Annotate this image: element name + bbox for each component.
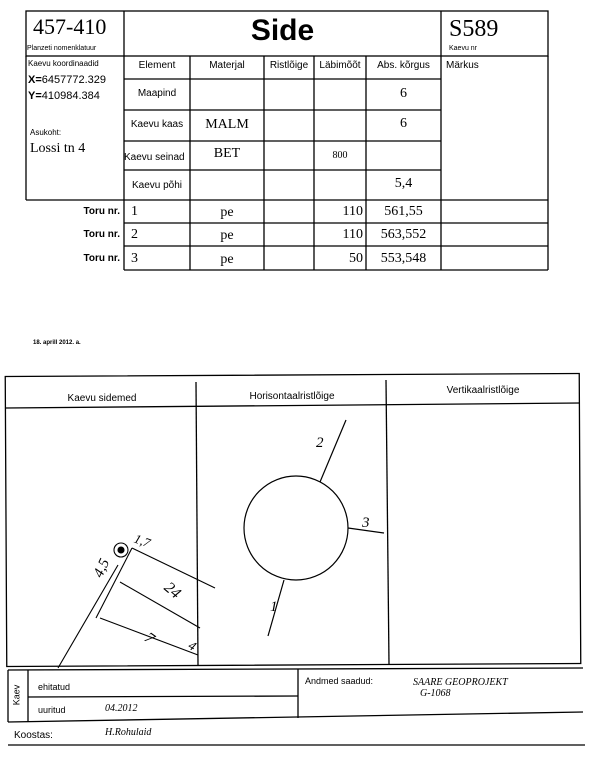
built-label: ehitatud xyxy=(38,682,71,692)
col-diameter: Läbimõõt xyxy=(319,60,361,71)
pipe-nr: 1 xyxy=(131,204,138,219)
table-row-height: 5,4 xyxy=(394,176,413,191)
date-text: 18. aprill 2012. a. xyxy=(33,340,81,346)
table-row-height: 6 xyxy=(400,116,407,131)
coords-label: Kaevu koordinaadid xyxy=(28,59,99,68)
pipe-nr: 3 xyxy=(131,251,138,266)
pipe-height: 553,548 xyxy=(380,251,427,266)
col-height: Abs. kõrgus xyxy=(377,60,430,71)
author-value: H.Rohulaid xyxy=(105,727,152,738)
table-row-height: 6 xyxy=(400,86,407,101)
table-row-element: Maapind xyxy=(137,88,177,99)
data-value-2: G-1068 xyxy=(420,688,451,699)
surveyed-value: 04.2012 xyxy=(105,703,138,714)
pipe-height: 563,552 xyxy=(380,227,427,242)
col-horizontal: Horisontaalristlõige xyxy=(249,391,335,402)
y-coordinate: Y=410984.384 xyxy=(28,90,100,102)
ties-label: 4 xyxy=(185,637,200,654)
well-caption: Kaevu nr xyxy=(449,45,478,52)
table-row-element: Kaevu seinad xyxy=(124,152,185,163)
ties-label: 1,7 xyxy=(132,530,153,551)
page-title: Side xyxy=(250,14,315,47)
ties-label: 7 xyxy=(141,629,158,648)
pipe-label: Toru nr. xyxy=(83,253,120,264)
pipe-diameter: 50 xyxy=(349,251,363,266)
col-ties: Kaevu sidemed xyxy=(67,393,137,404)
data-label: Andmed saadud: xyxy=(305,676,374,686)
pipe-label-1: 1 xyxy=(270,599,278,615)
surveyed-label: uuritud xyxy=(38,705,66,715)
col-notes: Märkus xyxy=(446,60,479,71)
x-coordinate: X=6457772.329 xyxy=(28,74,106,86)
plane-caption: Planzeti nomenklatuur xyxy=(27,45,97,52)
table-row-element: Kaevu kaas xyxy=(130,119,184,130)
pipe-label: Toru nr. xyxy=(83,229,120,240)
pipe-label-3: 3 xyxy=(362,515,370,531)
plane-number: 457-410 xyxy=(33,14,107,39)
location-value: Lossi tn 4 xyxy=(30,141,86,156)
col-material: Materjal xyxy=(209,60,245,71)
pipe-label-2: 2 xyxy=(316,435,324,451)
pipe-diameter: 110 xyxy=(342,227,363,242)
col-element: Element xyxy=(138,60,176,71)
data-value-1: SAARE GEOPROJEKT xyxy=(413,677,508,688)
pipe-nr: 2 xyxy=(131,227,138,242)
pipe-material: pe xyxy=(220,228,234,243)
pipe-height: 561,55 xyxy=(384,204,423,219)
table-row-diameter: 800 xyxy=(332,150,348,161)
side-label: Kaev xyxy=(11,684,22,706)
table-row-material: MALM xyxy=(205,117,249,132)
pipe-material: pe xyxy=(220,205,234,220)
col-cross-section: Ristlõige xyxy=(269,60,309,71)
ties-label: 4,5 xyxy=(90,556,114,581)
location-label: Asukoht: xyxy=(30,128,62,137)
pipe-diameter: 110 xyxy=(342,204,363,219)
ties-label: 24 xyxy=(160,578,184,603)
table-row-material: BET xyxy=(213,146,241,161)
pipe-label: Toru nr. xyxy=(83,206,120,217)
pipe-material: pe xyxy=(220,252,234,267)
col-vertical: Vertikaalristlõige xyxy=(446,385,520,396)
author-label: Koostas: xyxy=(14,730,53,741)
well-number: S589 xyxy=(449,16,499,42)
table-row-element: Kaevu põhi xyxy=(131,180,183,191)
